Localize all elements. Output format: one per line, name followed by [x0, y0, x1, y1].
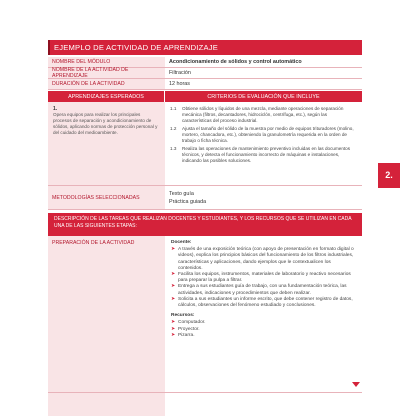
info-label: DURACIÓN DE LA ACTIVIDAD: [48, 79, 165, 89]
docente-item: [171, 272, 356, 284]
section-header: [48, 91, 362, 102]
docente-item-text: Facilita los equipos, instrumentos, materiales de laboratorio y reactivo necesarios para preparar la pulpa a filtrar.: [178, 272, 351, 284]
continue-arrow-icon: [352, 382, 360, 387]
criterio-item: [170, 146, 357, 164]
recurso-item-text: Pizarra.: [178, 332, 195, 338]
info-value: Filtración: [169, 70, 191, 76]
arrow-bullet-icon: ➤: [171, 296, 176, 302]
preparacion-label: PREPARACIÓN DE LA ACTIVIDAD: [48, 236, 165, 416]
info-label: NOMBRE DEL MÓDULO: [48, 57, 165, 67]
criterio-number: 1.1: [170, 106, 177, 111]
docente-item: [171, 247, 356, 272]
criterio-item: [170, 106, 357, 124]
recurso-item-text: Computador.: [178, 320, 206, 326]
arrow-bullet-icon: ➤: [171, 284, 176, 290]
criterio-number: 1.3: [170, 146, 177, 151]
criterio-text: Realiza las operaciones de mantenimiento preventivo incluidas en las documentos técnicos, y detecta el funcionamiento incorrecto de máquinas e instalaciones, indicando las posibles soluciones.: [182, 146, 351, 163]
criterios-cell: [165, 102, 362, 185]
docente-item-text: A través de una exposición teórica (con apoyo de presentación en formato digital o videos), explica los principios básicos del funcionamiento de los filtros industriales, características y aplicaciones, dando ejemplos que le contextualicen los contenidos.: [178, 247, 354, 271]
metodologia-item: Texto guía: [169, 190, 194, 197]
aprendizaje-cell: [48, 102, 165, 185]
criterio-number: 1.2: [170, 126, 177, 131]
header-criterios: CRITERIOS DE EVALUACIÓN QUE INCLUYE: [165, 91, 362, 102]
arrow-bullet-icon: ➤: [171, 247, 176, 253]
header-aprendizajes: APRENDIZAJES ESPERADOS: [48, 91, 165, 102]
criterio-text: Obtiene sólidos y líquidos de una mezcla, mediante operaciones de separación mecánica (filtros, decantadores, hidrociclón, centrífuga, etc.), según las características del proceso industrial.: [182, 106, 344, 123]
arrow-bullet-icon: ➤: [171, 332, 176, 338]
aprendizaje-number: 1.: [53, 106, 58, 112]
description-band: DESCRIPCIÓN DE LAS TAREAS QUE REALIZAN DOCENTES Y ESTUDIANTES, Y LOS RECURSOS QUE SE UTILIZAN EN CADA UNA DE LAS SIGUIENTES ETAPAS:: [48, 213, 362, 236]
info-row-duracion: [48, 79, 362, 90]
footer-divider: [48, 392, 362, 393]
activity-title-bar: EJEMPLO DE ACTIVIDAD DE APRENDIZAJE: [48, 40, 362, 55]
metodologia-item: Práctica guiada: [169, 198, 207, 205]
criterio-text: Ajusta el tamaño del sólido de la muestra por medio de equipos trituradores (molino, mortero, chancadora, etc.), obteniendo la granulometría requerida en la orden de trabajo o ficha técnica.: [182, 126, 354, 143]
docente-item-text: Solicita a sus estudiantes un informe escrito, que debe contener registro de datos, cálculos, observaciones del fenómeno estudiado y conclusiones.: [178, 296, 353, 309]
aprendizaje-text: Opera equipos para realizar los principales procesos de separación y acondicionamiento de sólidos, aplicando normas de protección personal y del cuidado del medioambiente.: [53, 112, 158, 135]
docente-item: [171, 297, 356, 309]
recurso-item-text: Proyector.: [178, 326, 200, 332]
arrow-bullet-icon: ➤: [171, 272, 176, 278]
learning-criteria-row: [48, 102, 362, 186]
info-value: Acondicionamiento de sólidos y control automático: [169, 59, 302, 65]
preparacion-content: [165, 236, 362, 416]
recursos-heading: Recursos:: [171, 313, 195, 319]
recurso-item: [171, 333, 356, 339]
docente-heading: Docente:: [171, 240, 192, 245]
criterio-item: [170, 126, 357, 144]
preparacion-row: [48, 236, 362, 416]
arrow-bullet-icon: ➤: [171, 326, 176, 332]
info-row-actividad: [48, 68, 362, 79]
arrow-bullet-icon: ➤: [171, 320, 176, 326]
docente-item: [171, 284, 356, 296]
metodologias-label: METODOLOGÍAS SELECCIONADAS: [48, 186, 165, 209]
metodologias-values: [165, 186, 362, 209]
activity-document: [48, 57, 362, 416]
metodologias-row: [48, 186, 362, 210]
docente-item-text: Entrega a sus estudiantes guía de trabajo, con una fundamentación teórica, las actividades, indicaciones y procedimientos que deben realizar.: [178, 284, 347, 296]
page-number-tab: 2.: [378, 163, 400, 188]
info-value: 12 horas: [169, 81, 190, 87]
info-label: NOMBRE DE LA ACTIVIDAD DE APRENDIZAJE: [48, 68, 165, 78]
